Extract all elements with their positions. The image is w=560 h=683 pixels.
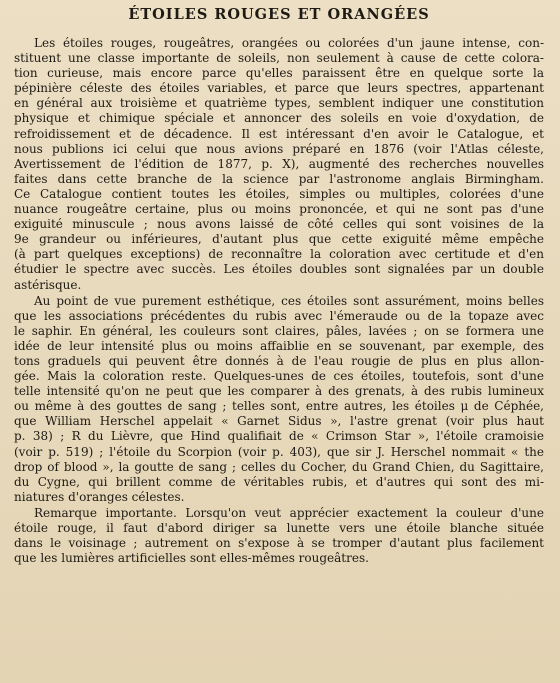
text-line: Au point de vue purement esthétique, ces étoiles sont assurément, moins belles	[34, 293, 544, 308]
text-line: refroidissement et de décadence. Il est intéressant d'en avoir le Catalogue, et	[14, 126, 544, 141]
text-line: que William Herschel appelait « Garnet Sidus », l'astre grenat (voir plus haut	[14, 414, 544, 429]
text-line: drop of blood », la goutte de sang ; celles du Cocher, du Grand Chien, du Sagittaire,	[14, 459, 544, 474]
text-line: que les lumières artificielles sont elles-mêmes rougeâtres.	[14, 551, 369, 566]
text-line: faites dans cette branche de la science par l'astronome anglais Birmingham.	[14, 171, 544, 186]
text-line: telle intensité qu'on ne peut que les comparer à des grenats, à des rubis lumineux	[14, 384, 544, 399]
text-line: étudier le spectre avec succès. Les étoiles doubles sont signalées par un double	[14, 262, 544, 277]
text-line: tons graduels qui peuvent être donnés à de l'eau rougie de plus en plus allon-	[14, 353, 544, 368]
text-line: stituent une classe importante de soleils, non seulement à cause de cette colora-	[14, 51, 544, 66]
text-line: 9e grandeur ou inférieures, d'autant plus que cette exiguité même empêche	[14, 232, 544, 247]
text-line: le saphir. En général, les couleurs sont claires, pâles, lavées ; on se formera une	[14, 323, 544, 338]
text-line: niatures d'oranges célestes.	[14, 489, 185, 504]
text-line: Avertissement de l'édition de 1877, p. X), augmenté des recherches nouvelles	[14, 156, 544, 171]
page-body	[14, 36, 544, 566]
text-line: Les étoiles rouges, rougeâtres, orangées ou colorées d'un jaune intense, con-	[34, 36, 544, 50]
text-line: Ce Catalogue contient toutes les étoiles, simples ou multiples, colorées d'une	[14, 186, 544, 201]
page-title: ÉTOILES ROUGES ET ORANGÉES	[128, 6, 430, 23]
text-line: que les associations précédentes du rubis avec l'émeraude ou de la topaze avec	[14, 308, 544, 323]
text-line: tion curieuse, mais encore parce qu'elles paraissent être en quelque sorte la	[14, 66, 544, 81]
text-line: nuance rougeâtre certaine, plus ou moins prononcée, et qui ne sont pas d'une	[14, 202, 544, 217]
text-line: dans le voisinage ; autrement on s'expose à se tromper d'autant plus facilement	[14, 536, 544, 551]
text-line: nous publions ici celui que nous avions préparé en 1876 (voir l'Atlas céleste,	[14, 141, 544, 156]
text-line: Remarque importante. Lorsqu'on veut apprécier exactement la couleur d'une	[34, 505, 544, 520]
text-line: p. 38) ; R du Lièvre, que Hind qualifiait de « Crimson Star », l'étoile cramoisie	[14, 429, 544, 444]
text-line: idée de leur intensité plus ou moins affaiblie en se souvenant, par exemple, des	[14, 338, 544, 353]
text-line: (voir p. 519) ; l'étoile du Scorpion (voir p. 403), que sir J. Herschel nommait « the	[14, 444, 544, 459]
text-line: (à part quelques exceptions) de reconnaître la coloration avec certitude et d'en	[14, 247, 544, 262]
text-line: en général aux troisième et quatrième types, semblent indiquer une constitution	[14, 96, 544, 111]
text-line: du Cygne, qui brillent comme de véritables rubis, et d'autres qui sont des mi-	[14, 474, 544, 489]
text-line: astérisque.	[14, 277, 82, 292]
text-line: étoile rouge, il faut d'abord diriger sa lunette vers une étoile blanche située	[14, 521, 544, 535]
text-line: pépinière céleste des étoiles variables, et parce que leurs spectres, appartenant	[14, 81, 544, 96]
text-line: ou même à des gouttes de sang ; telles sont, entre autres, les étoiles μ de Céphée,	[14, 399, 544, 414]
paragraph	[14, 294, 544, 505]
text-line: gée. Mais la coloration reste. Quelques-unes de ces étoiles, toutefois, sont d'une	[14, 369, 544, 384]
text-line: exiguité minuscule ; nous avons laissé de côté celles qui sont voisines de la	[14, 217, 544, 232]
paragraph	[14, 506, 544, 566]
paragraph	[14, 36, 544, 293]
text-line: physique et chimique spéciale et annoncer des soleils en voie d'oxydation, de	[14, 111, 544, 126]
